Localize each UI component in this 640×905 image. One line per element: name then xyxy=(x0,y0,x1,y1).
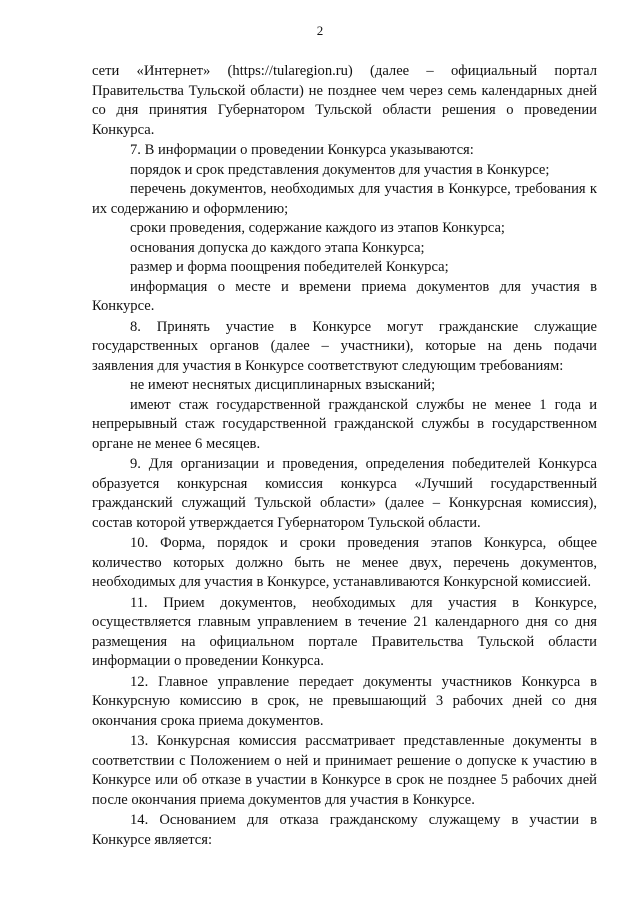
paragraph-list-item: перечень документов, необходимых для участия в Конкурсе, требования к их содержанию и оформлению; xyxy=(92,181,597,217)
paragraph-item-9: 9. Для организации и проведения, определения победителей Конкурса образуется конкурсная комиссия конкурса «Лучший государственный гражданский служащий Тульской области» (далее – Конкурсная комиссия), состав которой утверждается Губернатором Тульской области. xyxy=(92,456,597,531)
paragraph-item-14: 14. Основанием для отказа гражданскому служащему в участии в Конкурсе является: xyxy=(92,812,597,848)
paragraph-list-item: имеют стаж государственной гражданской службы не менее 1 года и непрерывный стаж государственной гражданской службы в государственном органе не менее 6 месяцев. xyxy=(92,396,597,452)
paragraph-list-item: информация о месте и времени приема документов для участия в Конкурсе. xyxy=(92,278,597,314)
paragraph-continuation: сети «Интернет» (https://tularegion.ru) (далее – официальный портал Правительства Тульской области) не позднее чем через семь календарных дней со дня принятия Губернатором Тульской области решения о проведении Конкурса. xyxy=(92,63,597,138)
paragraph-item-7: 7. В информации о проведении Конкурса указываются: xyxy=(130,142,474,158)
paragraph-list-item: размер и форма поощрения победителей Конкурса; xyxy=(130,259,449,275)
paragraph-item-13: 13. Конкурсная комиссия рассматривает представленные документы в соответствии с Положением о ней и принимает решение о допуске к участию в Конкурсе или об отказе в участии в Конкурсе в срок не позднее 5 рабочих дней после окончания приема документов для участия в Конкурсе. xyxy=(92,733,597,808)
paragraph-item-8: 8. Принять участие в Конкурсе могут гражданские служащие государственных органов (далее – участники), которые на день подачи заявления для участия в Конкурсе соответствуют следующим требованиям: xyxy=(92,318,597,374)
paragraph-list-item: не имеют неснятых дисциплинарных взысканий; xyxy=(130,377,436,393)
paragraph-list-item: порядок и срок представления документов для участия в Конкурсе; xyxy=(130,161,550,178)
paragraph-item-11: 11. Прием документов, необходимых для участия в Конкурсе, осуществляется главным управлением в течение 21 календарного дня со дня размещения на официальном портале Правительства Тульской области информации о проведении Конкурса. xyxy=(92,594,597,669)
paragraph-item-12: 12. Главное управление передает документы участников Конкурса в Конкурсную комиссию в срок, не превышающий 3 рабочих дней со дня окончания срока приема документов. xyxy=(92,673,597,729)
document-body xyxy=(92,62,597,850)
paragraph-list-item: основания допуска до каждого этапа Конкурса; xyxy=(130,239,425,256)
paragraph-list-item: сроки проведения, содержание каждого из этапов Конкурса; xyxy=(130,220,505,236)
page-number: 2 xyxy=(316,23,324,38)
paragraph-item-10: 10. Форма, порядок и сроки проведения этапов Конкурса, общее количество которых должно быть не менее двух, перечень документов, необходимых для участия в Конкурсе, устанавливаются Конкурсной комиссией. xyxy=(92,535,597,590)
